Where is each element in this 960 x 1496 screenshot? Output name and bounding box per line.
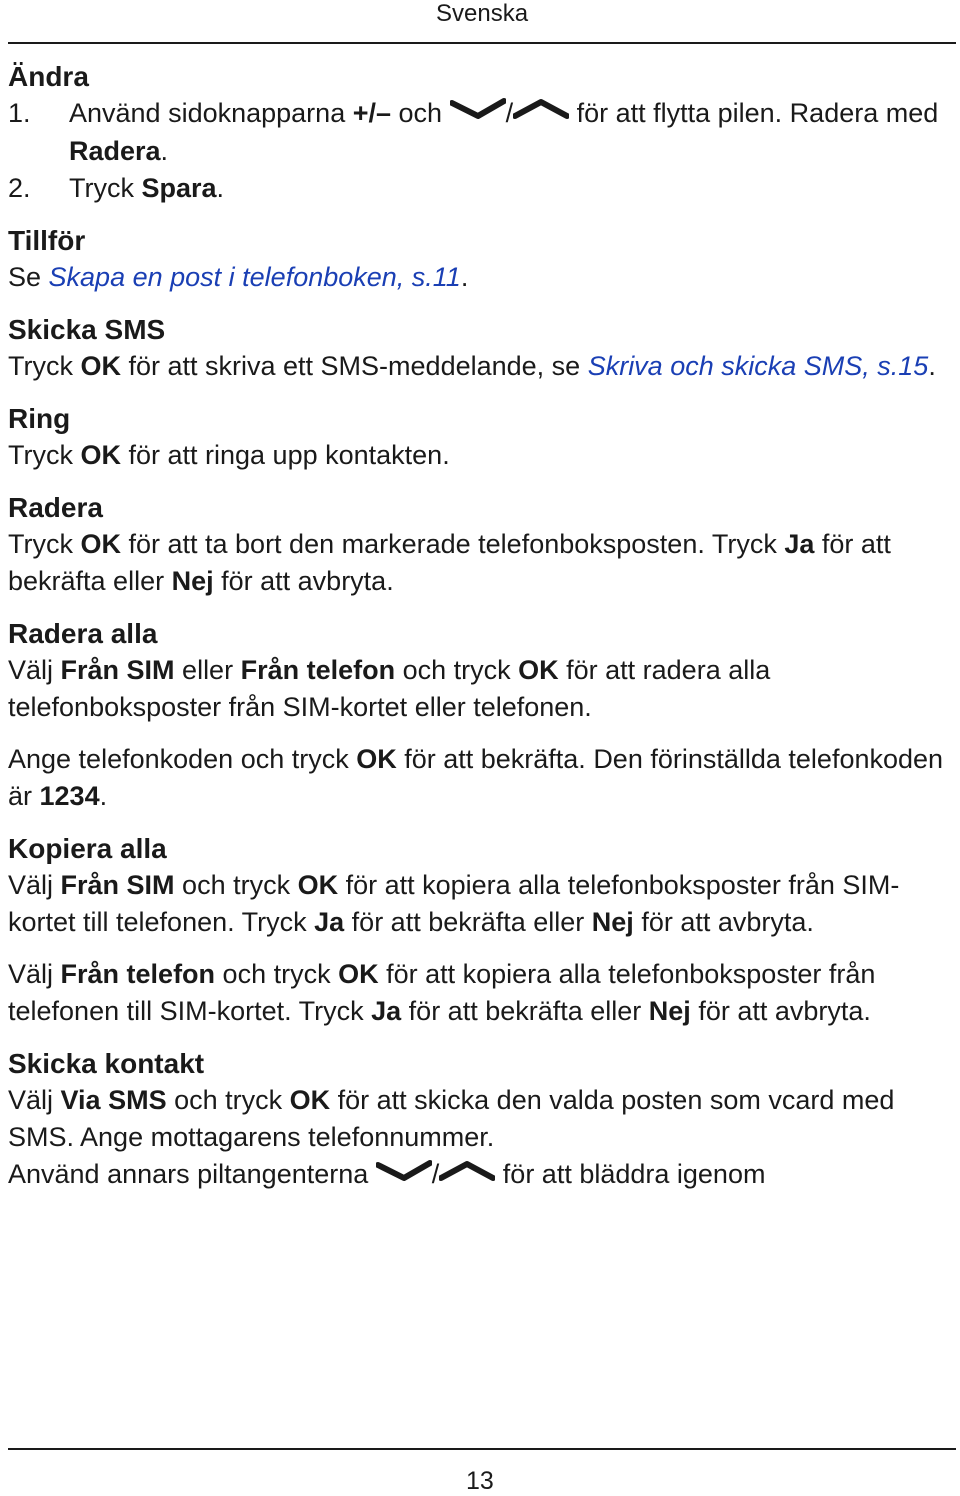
slash-separator: / [505,98,514,128]
body-text: för att avbryta. [690,996,871,1027]
ok-key: OK [289,1085,331,1116]
ok-key: OK [80,529,121,560]
section-radera [8,489,958,600]
section-kopiera-alla [8,830,958,1030]
body-text: och tryck [395,655,519,686]
section-body [8,652,958,726]
body-text: för att ta bort den markerade telefonboksposten. Tryck [120,529,785,560]
steps-list [8,95,958,207]
section-radera-alla [8,615,958,815]
body-text: för att kopiera alla telefonboksposter från SIM-kortet till telefonen. Tryck [8,870,900,938]
ja-key: Ja [371,996,402,1027]
body-text: Välj [8,959,61,990]
page-number: 13 [466,1467,494,1495]
step-text: . [216,173,225,204]
step-text: för att flytta pilen. Radera med [569,98,939,128]
section-body [8,1082,958,1156]
chevron-up-icon [513,93,569,130]
spara-key: Spara [141,173,217,204]
body-text: Tryck [8,351,81,382]
body-text: för att skriva ett SMS-meddelande, se [120,351,588,382]
header-divider [8,42,956,44]
body-text: för att radera alla telefonboksposter från SIM-kortet eller telefonen. [8,655,771,723]
section-ring [8,400,958,474]
body-text: Använd annars piltangenterna [8,1159,376,1190]
body-text: för att bläddra igenom [495,1159,766,1190]
footer-divider [8,1448,956,1450]
section-title: Kopiera alla [8,833,167,865]
body-text: Tryck [8,529,81,560]
section-body [8,526,958,600]
slash-separator: / [431,1159,440,1190]
fran-telefon-option: Från telefon [240,655,396,686]
step-number: 1. [8,98,31,128]
section-title: Skicka kontakt [8,1048,205,1080]
section-body [8,741,958,815]
chevron-down-icon [450,93,506,130]
ok-key: OK [80,351,121,382]
fran-telefon-option: Från telefon [60,959,216,990]
body-text: Välj [8,870,61,901]
body-text: eller [174,655,241,686]
body-text: och tryck [166,1085,290,1116]
nej-key: Nej [171,566,214,597]
body-text: för att bekräfta. Den förinställda telefonkoden är [8,744,944,812]
section-title: Radera alla [8,618,158,650]
radera-key: Radera [69,136,161,167]
chevron-up-icon [439,1155,495,1192]
nej-key: Nej [591,907,634,938]
cross-reference-link[interactable]: Skriva och skicka SMS, s.15 [587,351,929,382]
section-skicka-sms [8,311,958,385]
ok-key: OK [297,870,339,901]
body-text: för att avbryta. [213,566,394,597]
ok-key: OK [80,440,121,471]
plus-minus-key: +/– [352,98,392,128]
ja-key: Ja [314,907,345,938]
body-text: för att kopiera alla telefonboksposter från telefonen till SIM-kortet. Tryck [8,959,876,1027]
section-title: Skicka SMS [8,314,166,346]
section-body [8,437,958,474]
body-text: Välj [8,1085,61,1116]
step-text: . [160,136,169,167]
body-text: för att bekräfta eller [344,907,592,938]
section-title: Ändra [8,61,89,92]
section-tillfor [8,222,958,296]
section-body [8,259,958,296]
section-body [8,867,958,941]
body-text: . [99,781,108,812]
section-title: Ring [8,403,71,435]
step-1 [8,95,958,170]
nej-key: Nej [648,996,691,1027]
step-2 [8,170,958,207]
body-text: för att avbryta. [633,907,814,938]
step-text: och [391,98,450,128]
body-text: . [928,351,936,382]
via-sms-option: Via SMS [60,1085,167,1116]
cross-reference-link[interactable]: Skapa en post i telefonboken, s.11 [48,262,461,293]
chevron-down-icon [376,1155,432,1192]
body-text: och tryck [215,959,339,990]
ok-key: OK [338,959,379,990]
section-andra [8,58,958,207]
page-header-language: Svenska [436,0,529,27]
section-title: Tillför [8,225,86,257]
fran-sim-option: Från SIM [60,870,175,901]
manual-content [8,58,958,1195]
step-text: Tryck [69,173,142,204]
section-body [8,348,958,385]
section-skicka-kontakt [8,1045,958,1194]
section-body [8,1156,958,1194]
section-title: Radera [8,492,103,524]
body-text: och tryck [174,870,298,901]
body-text: för att bekräfta eller [8,529,891,597]
step-number: 2. [8,173,31,204]
body-text: Ange telefonkoden och tryck [8,744,357,775]
ok-key: OK [518,655,559,686]
ok-key: OK [356,744,397,775]
default-code: 1234 [39,781,100,812]
body-text: för att ringa upp kontakten. [120,440,450,471]
body-text: Se [8,262,49,293]
ja-key: Ja [784,529,815,560]
body-text: Välj [8,655,61,686]
step-text: Använd sidoknapparna [69,98,353,128]
body-text: . [460,262,469,293]
section-body [8,956,958,1030]
fran-sim-option: Från SIM [60,655,175,686]
body-text: för att skicka den valda posten som vcard med SMS. Ange mottagarens telefonnummer. [8,1085,895,1153]
body-text: för att bekräfta eller [401,996,649,1027]
body-text: Tryck [8,440,81,471]
